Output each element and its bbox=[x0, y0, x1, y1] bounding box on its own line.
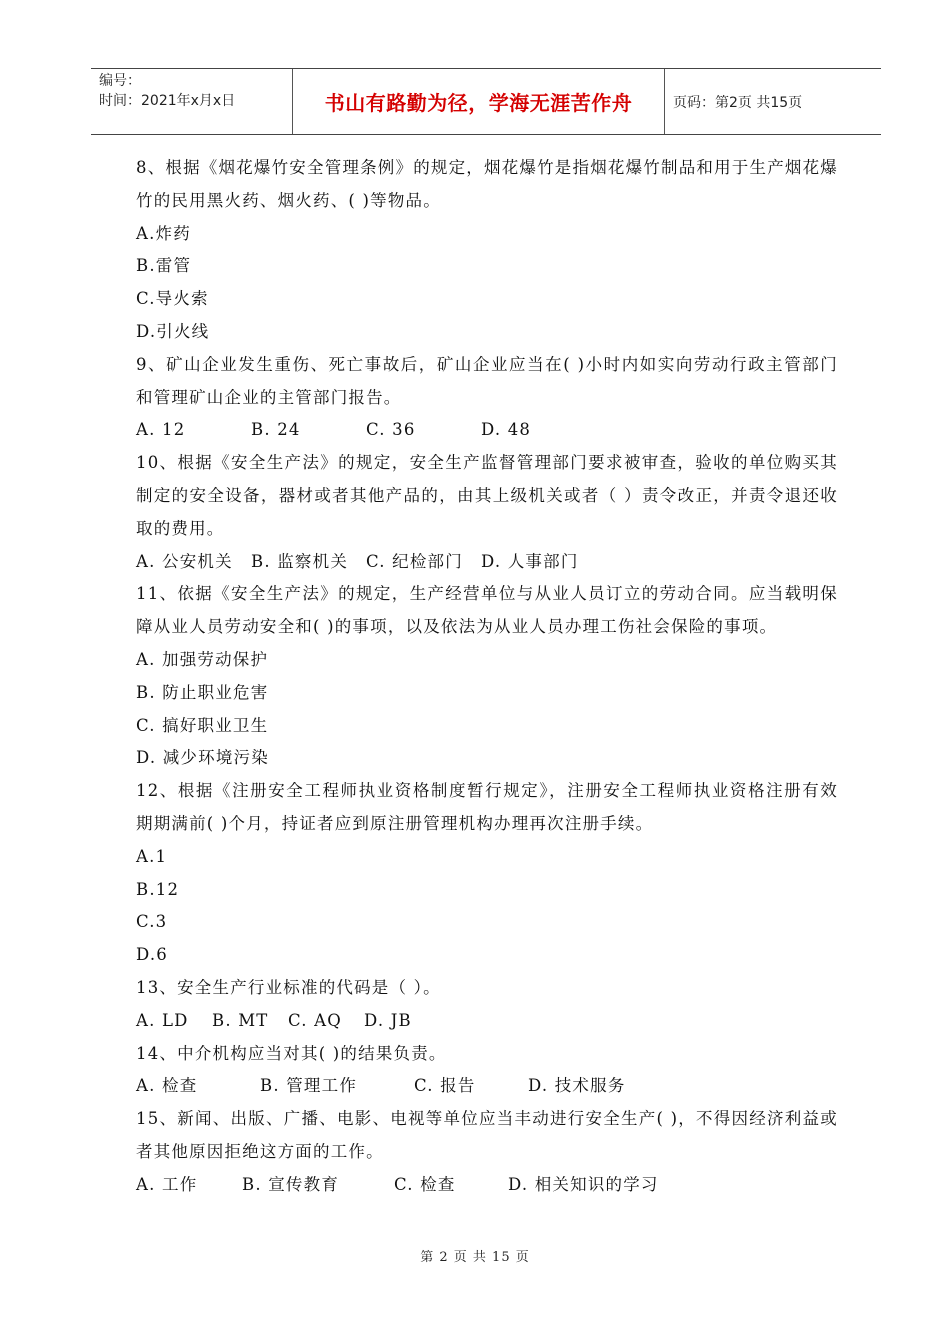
question-option: C.3 bbox=[136, 912, 168, 932]
header-page-info: 页码：第2页 共15页 bbox=[673, 94, 803, 111]
question-option: C. 搞好职业卫生 bbox=[136, 715, 269, 735]
question-option: B. 管理工作 bbox=[260, 1076, 358, 1096]
question-option: A.炸药 bbox=[136, 223, 191, 243]
question-option: C. 检查 bbox=[394, 1174, 456, 1194]
question-list bbox=[136, 152, 838, 1202]
question-stem: 8、根据《烟花爆竹安全管理条例》的规定，烟花爆竹是指烟花爆竹制品和用于生产烟花爆竹的民用黑火药、烟火药、( )等物品。 bbox=[136, 158, 838, 210]
question-options-row bbox=[136, 1005, 838, 1038]
question-option: B. MT bbox=[212, 1010, 269, 1030]
header-divider bbox=[664, 69, 665, 134]
question-option: C. 纪检部门 bbox=[366, 551, 463, 571]
question-option: D. 减少环境污染 bbox=[136, 748, 269, 768]
question-option: C. 报告 bbox=[414, 1076, 476, 1096]
question-option: D.引火线 bbox=[136, 321, 210, 341]
question-stem: 15、新闻、出版、广播、电影、电视等单位应当丰动进行安全生产( )，不得因经济利益或者其他原因拒绝这方面的工作。 bbox=[136, 1109, 838, 1161]
question-option: D. 技术服务 bbox=[528, 1076, 626, 1096]
question-options-row bbox=[136, 546, 838, 579]
question-option: C. AQ bbox=[288, 1010, 342, 1030]
question-option: D. JB bbox=[364, 1010, 412, 1030]
question-option: A. 加强劳动保护 bbox=[136, 649, 269, 669]
question-stem: 13、安全生产行业标准的代码是（ ）。 bbox=[136, 977, 441, 997]
question-option: C. 36 bbox=[366, 420, 416, 440]
question-stem: 10、根据《安全生产法》的规定，安全生产监督管理部门要求被审查，验收的单位购买其制定的安全设备，器材或者其他产品的，由其上级机关或者（ ）责令改正，并责令退还收取的费用。 bbox=[136, 453, 838, 538]
question-option: C.导火索 bbox=[136, 289, 209, 309]
question-option: B. 防止职业危害 bbox=[136, 682, 269, 702]
page-header bbox=[91, 68, 881, 135]
question-option: D. 相关知识的学习 bbox=[508, 1174, 659, 1194]
question-options-row bbox=[136, 1169, 838, 1202]
serial-label: 编号： bbox=[99, 73, 141, 89]
question-option: B.雷管 bbox=[136, 256, 192, 276]
question-option: B. 宣传教育 bbox=[242, 1174, 340, 1194]
question-options-row bbox=[136, 414, 838, 447]
question-option: D. 人事部门 bbox=[481, 551, 579, 571]
question-stem: 11、依据《安全生产法》的规定，生产经营单位与从业人员订立的劳动合同。应当载明保障从业人员劳动安全和( )的事项，以及依法为从业人员办理工伤社会保险的事项。 bbox=[136, 584, 838, 637]
question-option: B. 24 bbox=[251, 420, 301, 440]
question-option: D. 48 bbox=[481, 420, 532, 440]
page-footer: 第 2 页 共 15 页 bbox=[420, 1250, 530, 1265]
header-motto: 书山有路勤为径，学海无涯苦作舟 bbox=[324, 91, 633, 115]
question-option: D.6 bbox=[136, 945, 168, 965]
header-meta bbox=[99, 71, 294, 111]
question-option: A.1 bbox=[136, 846, 168, 866]
question-option: B.12 bbox=[136, 879, 180, 899]
question-option: A. 工作 bbox=[136, 1174, 198, 1194]
question-stem: 14、中介机构应当对其( )的结果负责。 bbox=[136, 1043, 447, 1063]
question-option: A. 检查 bbox=[136, 1076, 198, 1096]
question-option: A. 公安机关 bbox=[136, 551, 233, 571]
time-label: 时间：2021年x月x日 bbox=[99, 93, 236, 109]
question-option: A. LD bbox=[136, 1010, 189, 1030]
question-option: B. 监察机关 bbox=[251, 551, 349, 571]
question-options-row bbox=[136, 1070, 838, 1103]
question-stem: 9、矿山企业发生重伤、死亡事故后，矿山企业应当在( )小时内如实向劳动行政主管部门和管理矿山企业的主管部门报告。 bbox=[136, 354, 838, 407]
question-stem: 12、根据《注册安全工程师执业资格制度暂行规定》，注册安全工程师执业资格注册有效期期满前( )个月，持证者应到原注册管理机构办理再次注册手续。 bbox=[136, 781, 838, 833]
question-option: A. 12 bbox=[136, 420, 186, 440]
